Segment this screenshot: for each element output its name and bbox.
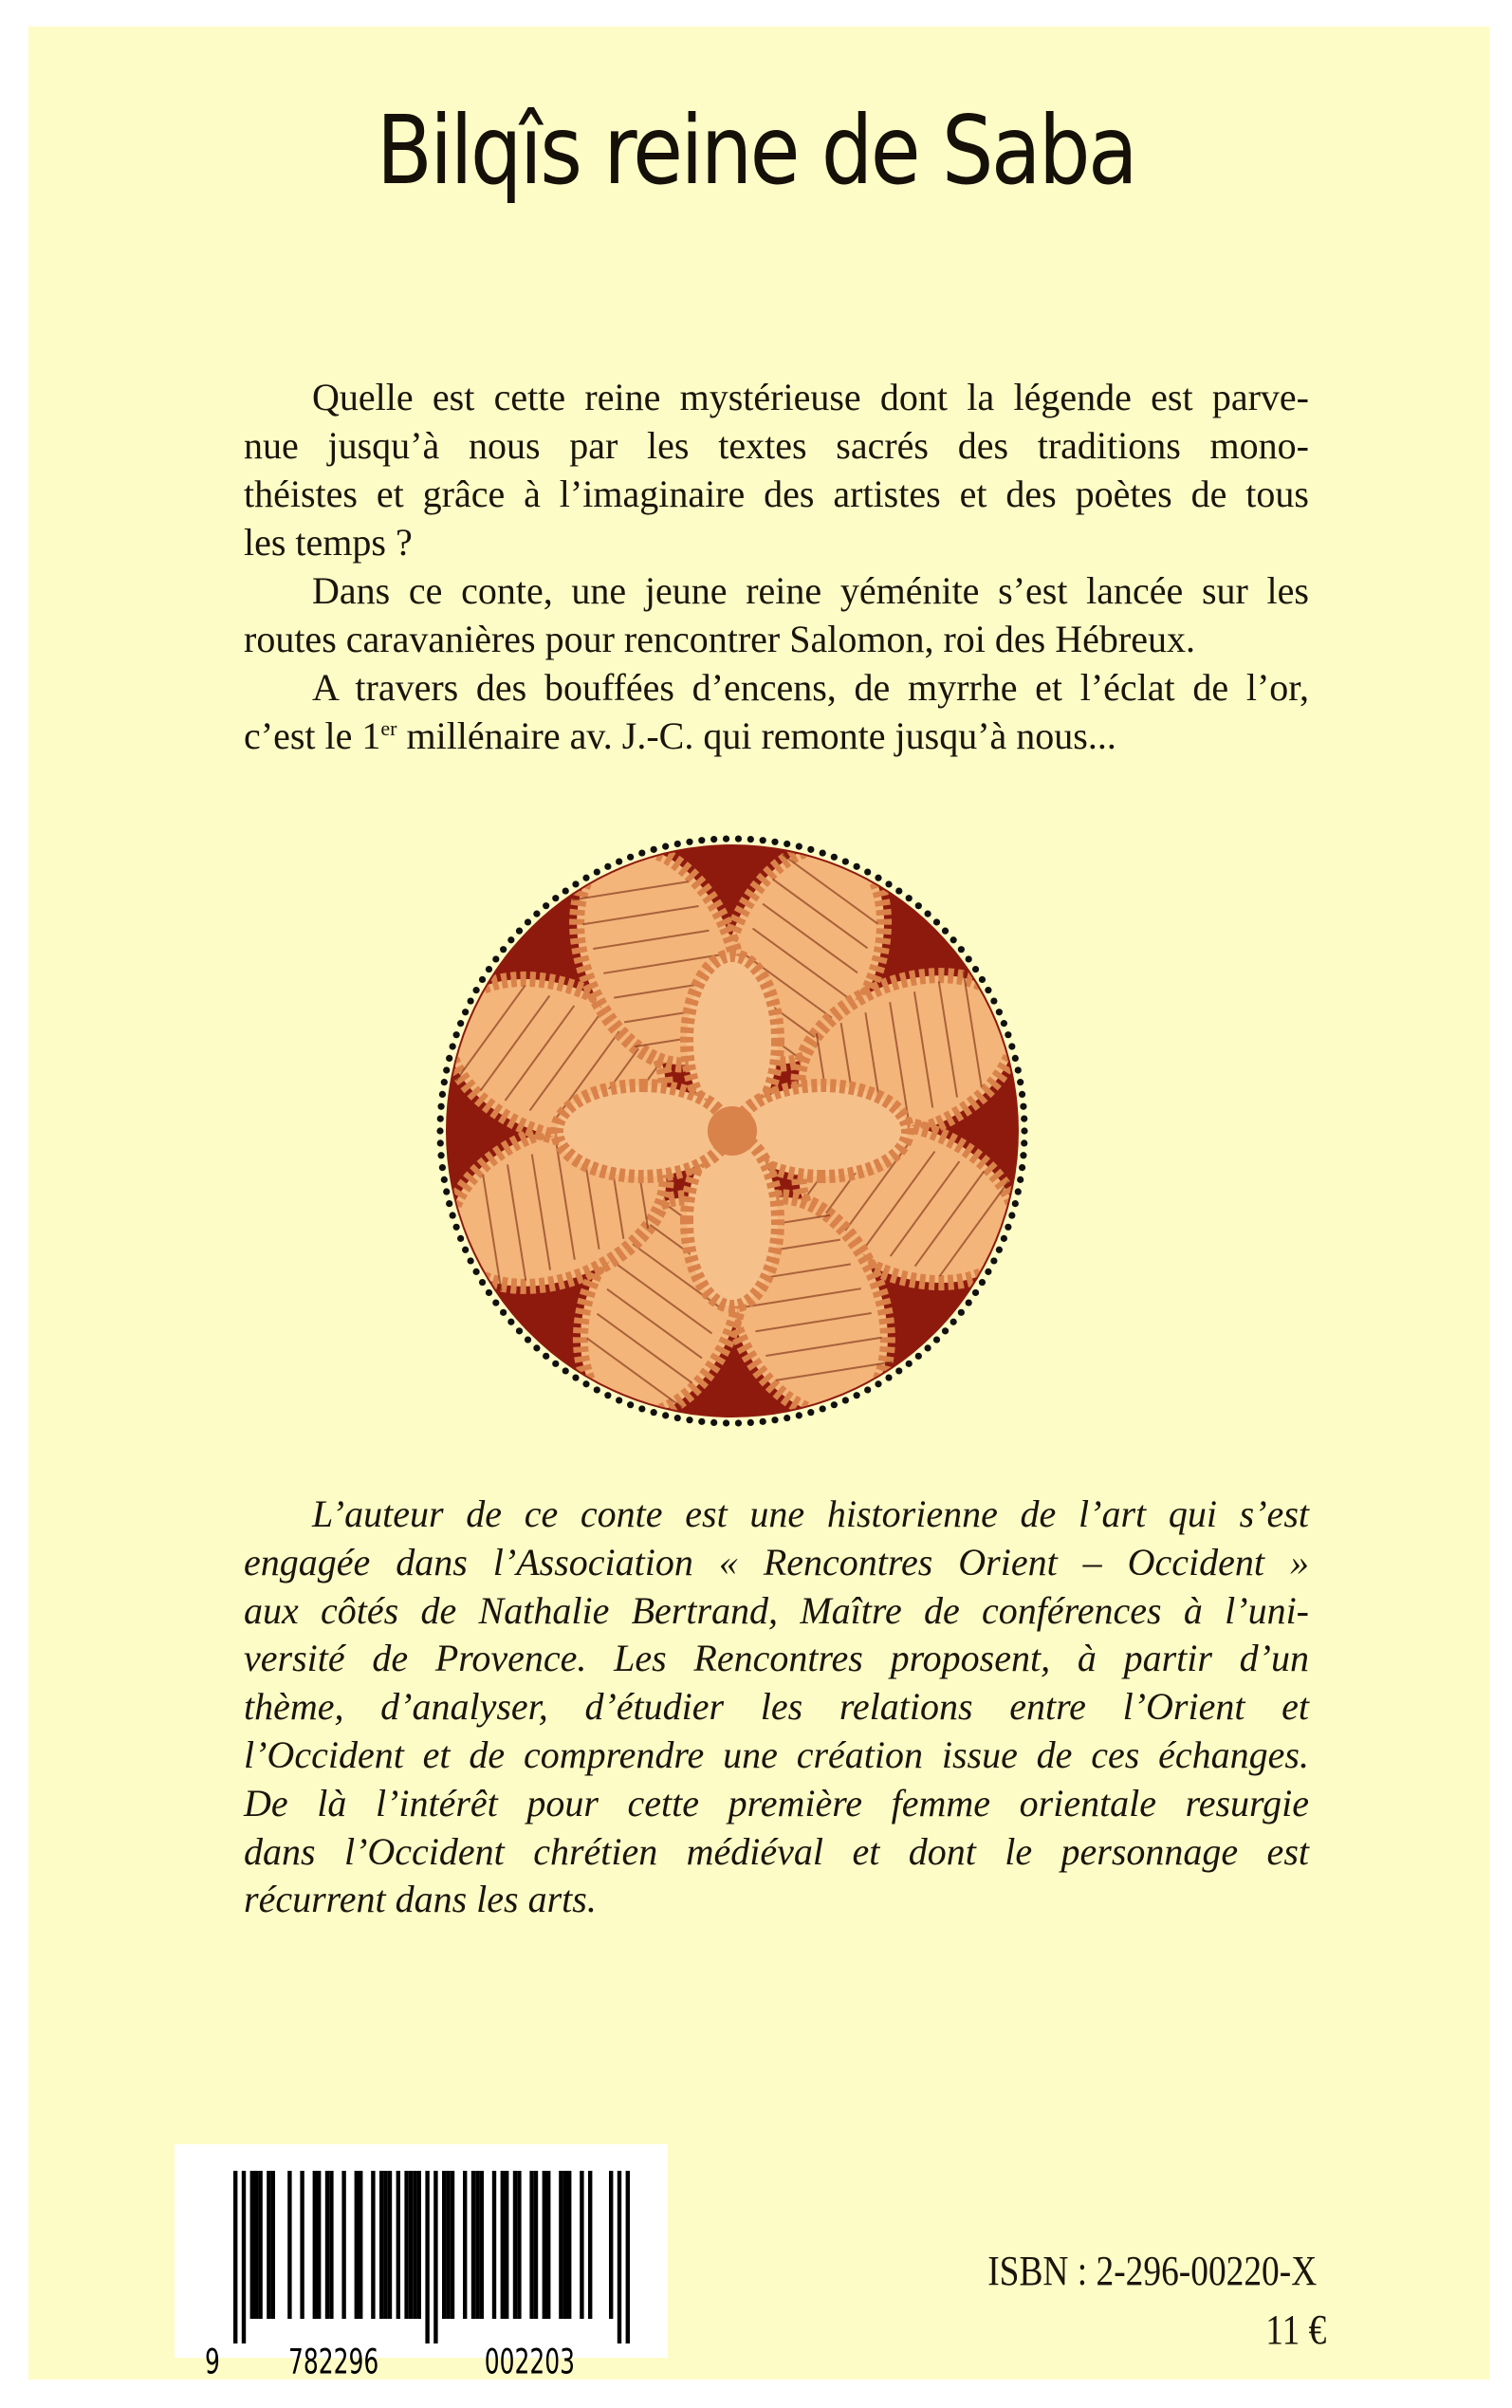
rim-dot [985, 1269, 991, 1275]
barcode-bar [433, 2171, 437, 2343]
rim-dot [457, 1235, 464, 1242]
rim-dot [1008, 1212, 1015, 1218]
rim-dot [453, 1031, 460, 1038]
embroidered-medallion-image [429, 827, 1036, 1435]
rim-dot [638, 849, 645, 856]
rim-dot [638, 1405, 645, 1412]
rim-dot [543, 1353, 549, 1360]
rim-dot [492, 955, 499, 962]
rim-dot [966, 955, 972, 962]
rim-dot [582, 875, 589, 881]
rim-dot [562, 1367, 569, 1374]
rim-dot [582, 1380, 589, 1387]
rim-dot [437, 1152, 444, 1158]
barcode-bar [442, 2171, 446, 2319]
rim-dot [895, 1367, 902, 1374]
rim-dot [915, 902, 922, 909]
rim-dot [472, 1269, 479, 1275]
barcode-bar [463, 2171, 467, 2319]
rim-dot [958, 1309, 965, 1316]
rim-dot [468, 997, 474, 1004]
rim-dot [441, 1176, 448, 1183]
rim-dot [842, 858, 849, 864]
rim-dot [735, 835, 742, 842]
text-line: Dans ce conte, une jeune reine yéménite s’est lancée sur les [312, 569, 1309, 612]
rim-dot [674, 841, 681, 847]
barcode-bar [471, 2171, 475, 2319]
rim-dot [594, 1386, 600, 1393]
text-line: A travers des bouffées d’encens, de myrrhe et l’éclat de l’or, [312, 666, 1309, 709]
rim-dot [453, 1224, 460, 1231]
rim-dot [446, 1055, 452, 1062]
rim-dot [507, 1319, 514, 1325]
text-line: récurrent dans les arts. [244, 1878, 597, 1921]
rim-dot [1019, 1164, 1025, 1171]
rim-dot [562, 887, 569, 894]
rim-dot [942, 928, 949, 935]
barcode-bar [492, 2171, 496, 2319]
rim-dot [552, 895, 559, 901]
rim-dot [924, 911, 931, 917]
rim-dot [958, 946, 965, 953]
rim-dot [441, 1079, 448, 1085]
barcode-bar [513, 2171, 517, 2319]
rim-dot [735, 1419, 742, 1426]
rim-dot [698, 837, 705, 843]
barcode-bar [258, 2171, 262, 2319]
text-line: L’auteur de ce conte est une historienne de l’art qui s’est [312, 1492, 1309, 1535]
barcode-bar [404, 2171, 408, 2319]
rim-dot [437, 1139, 444, 1146]
rim-dot [516, 928, 523, 935]
barcode-bar [580, 2171, 583, 2319]
barcode-bar [475, 2171, 479, 2319]
rim-dot [747, 836, 754, 843]
rim-dot [443, 1188, 450, 1195]
rim-dot [604, 863, 611, 870]
rim-dot [1012, 1200, 1019, 1207]
rim-dot [771, 839, 778, 845]
rim-dot [468, 1257, 474, 1264]
rim-dot [1005, 1031, 1011, 1038]
inner-petal [557, 1085, 728, 1176]
barcode-bar [588, 2171, 592, 2319]
barcode-bar [250, 2171, 254, 2319]
rim-dot [831, 854, 838, 861]
barcode-bar [559, 2171, 562, 2319]
rim-dot [627, 854, 634, 861]
rim-dot [915, 1353, 922, 1360]
rim-dot [492, 1299, 499, 1306]
rim-dot [450, 1212, 456, 1218]
rim-dot [662, 843, 669, 850]
barcode-bar [388, 2171, 392, 2319]
rim-dot [760, 1418, 766, 1425]
barcode-bar [618, 2171, 621, 2343]
rim-dot [875, 1380, 881, 1387]
rim-dot [875, 875, 881, 881]
rim-dot [1017, 1176, 1023, 1183]
rim-dot [651, 846, 657, 853]
rim-dot [854, 863, 860, 870]
author-bio-text [244, 1491, 1309, 1924]
barcode-bar [517, 2171, 521, 2319]
rim-dot [807, 1409, 814, 1416]
rim-dot [990, 1257, 997, 1264]
rim-dot [500, 946, 507, 953]
rim-dot [710, 1419, 717, 1426]
rim-dot [906, 1361, 913, 1367]
rim-dot [439, 1091, 446, 1098]
text-line: Quelle est cette reine mystérieuse dont la légende est parve- [312, 376, 1309, 418]
rim-dot [979, 976, 986, 983]
isbn: ISBN : 2-296-00220-X [987, 2248, 1317, 2294]
rim-dot [572, 880, 579, 887]
rim-dot [1021, 1127, 1027, 1134]
rim-dot [1015, 1066, 1022, 1073]
rim-dot [443, 1066, 450, 1073]
rim-dot [543, 902, 549, 909]
rim-dot [533, 911, 540, 917]
rim-dot [604, 1392, 611, 1398]
rim-dot [462, 1009, 469, 1015]
rim-dot [864, 1386, 871, 1393]
barcode-bar [371, 2171, 375, 2319]
text-line: dans l’Occident chrétien médiéval et dont le personnage est [244, 1829, 1309, 1873]
barcode-bar [317, 2171, 321, 2319]
text-line: versité de Provence. Les Rencontres proposent, à partir d’un [244, 1637, 1309, 1680]
barcode-bar [396, 2171, 400, 2319]
rim-dot [1020, 1103, 1026, 1110]
rim-dot [1019, 1091, 1025, 1098]
rim-dot [990, 997, 997, 1004]
rim-dot [924, 1344, 931, 1351]
rim-dot [500, 1309, 507, 1316]
rim-dot [854, 1392, 860, 1398]
barcode-bar [341, 2171, 345, 2319]
barcode-bar [446, 2171, 450, 2319]
rim-dot [723, 1419, 729, 1426]
barcode-bar [425, 2171, 429, 2343]
barcode-bar [534, 2171, 538, 2319]
barcode-digits: 002203 [484, 2342, 576, 2382]
rim-dot [979, 1279, 986, 1286]
rim-dot [616, 1397, 622, 1403]
rim-dot [472, 987, 479, 993]
rim-dot [885, 1374, 892, 1380]
barcode [175, 2144, 668, 2382]
barcode-bar [379, 2171, 383, 2319]
text-line: thème, d’analyser, d’étudier les relations entre l’Orient et [244, 1685, 1309, 1729]
text-line: De là l’intérêt pour cette première femme orientale resurgie [244, 1781, 1309, 1825]
barcode-bar [609, 2171, 613, 2319]
price: 11 € [1264, 2306, 1326, 2353]
barcode-bar [287, 2171, 291, 2319]
rim-dot [439, 1164, 446, 1171]
barcode-bar [300, 2171, 304, 2319]
rim-dot [462, 1247, 469, 1253]
rim-dot [437, 1116, 444, 1122]
barcode-bar [325, 2171, 329, 2319]
rim-dot [486, 1289, 492, 1296]
text-fragment: c’est le 1 [244, 714, 381, 757]
rim-dot [942, 1327, 949, 1334]
barcode-bar [409, 2171, 413, 2319]
barcode-bar [505, 2171, 508, 2319]
rim-dot [796, 843, 802, 850]
rim-dot [864, 868, 871, 875]
barcode-bar [563, 2171, 567, 2319]
rim-dot [710, 836, 717, 843]
rim-dot [1017, 1079, 1023, 1085]
book-title: Bilqîs reine de Saba [376, 95, 1136, 206]
rim-dot [662, 1412, 669, 1418]
rim-dot [686, 839, 692, 845]
rim-dot [507, 936, 514, 943]
rim-dot [723, 835, 729, 842]
barcode-bar [529, 2171, 533, 2319]
rim-dot [933, 918, 940, 925]
rim-dot [516, 1327, 523, 1334]
barcode-bar [543, 2171, 546, 2319]
rim-dot [1001, 1235, 1007, 1242]
text-line [244, 712, 1309, 760]
rim-dot [1012, 1055, 1019, 1062]
text-line: routes caravanières pour rencontrer Salomon, roi des Hébreux. [244, 618, 1195, 660]
rim-dot [820, 1405, 826, 1412]
rim-dot [831, 1401, 838, 1408]
text-fragment: millénaire av. J.-C. qui remonte jusqu’à nous... [396, 714, 1116, 757]
rim-dot [479, 1279, 486, 1286]
barcode-bar [359, 2171, 362, 2319]
text-line: les temps ? [244, 521, 413, 564]
rim-dot [1008, 1043, 1015, 1049]
rim-dot [807, 846, 814, 853]
barcode-bar [267, 2171, 270, 2319]
rim-dot [972, 966, 979, 972]
rim-dot [784, 1415, 790, 1421]
medallion-center [708, 1106, 757, 1156]
rim-dot [966, 1299, 972, 1306]
rim-dot [525, 918, 531, 925]
barcode-bar [355, 2171, 359, 2319]
rim-dot [437, 1103, 444, 1110]
rim-dot [552, 1361, 559, 1367]
barcode-bar [451, 2171, 454, 2319]
barcode-bar [313, 2171, 317, 2319]
text-fragment: er [380, 716, 397, 740]
rim-dot [572, 1374, 579, 1380]
rim-dot [450, 1043, 456, 1049]
rim-dot [651, 1409, 657, 1416]
barcode-bar [242, 2171, 246, 2343]
barcode-bar [480, 2171, 484, 2319]
rim-dot [784, 841, 790, 847]
barcode-bar [413, 2171, 416, 2319]
rim-dot [760, 837, 766, 843]
rim-dot [950, 936, 957, 943]
rim-dot [486, 966, 492, 972]
barcode-bar [254, 2171, 258, 2319]
rim-dot [674, 1415, 681, 1421]
barcode-digits: 782296 [287, 2342, 379, 2382]
text-line: engagée dans l’Association « Rencontres Orient – Occident » [244, 1540, 1309, 1584]
rim-dot [950, 1319, 957, 1325]
rim-dot [747, 1419, 754, 1426]
barcode-bar [233, 2171, 237, 2343]
barcode-bar [271, 2171, 275, 2319]
ean13-barcode-image [175, 2144, 668, 2382]
rim-dot [972, 1289, 979, 1296]
rim-dot [885, 880, 892, 887]
barcode-bar [417, 2171, 421, 2319]
text-line: théistes et grâce à l’imaginaire des artistes et des poètes de tous [244, 472, 1309, 515]
barcode-bar [383, 2171, 387, 2319]
rim-dot [525, 1336, 531, 1343]
rim-dot [1015, 1188, 1022, 1195]
barcode-bar [329, 2171, 333, 2319]
rim-dot [533, 1344, 540, 1351]
barcode-bar [626, 2171, 630, 2343]
rim-dot [842, 1397, 849, 1403]
rim-dot [479, 976, 486, 983]
rim-dot [1005, 1224, 1011, 1231]
rim-dot [457, 1020, 464, 1027]
barcode-bar [501, 2171, 505, 2319]
rim-dot [895, 887, 902, 894]
rim-dot [698, 1418, 705, 1425]
text-line: l’Occident et de comprendre une création issue de ces échanges. [244, 1732, 1309, 1776]
barcode-bar [546, 2171, 550, 2319]
text-line: aux côtés de Nathalie Bertrand, Maître de conférences à l’uni- [244, 1588, 1309, 1632]
rim-dot [594, 868, 600, 875]
rim-dot [1001, 1020, 1007, 1027]
rim-dot [796, 1412, 802, 1418]
rim-dot [996, 1247, 1003, 1253]
barcode-bar [567, 2171, 571, 2319]
rim-dot [933, 1336, 940, 1343]
rim-dot [996, 1009, 1003, 1015]
barcode-digits: 9 [205, 2342, 220, 2382]
rim-dot [616, 858, 622, 864]
rim-dot [1021, 1116, 1027, 1122]
rim-dot [446, 1200, 452, 1207]
rim-dot [820, 849, 826, 856]
rim-dot [1020, 1152, 1026, 1158]
rim-dot [906, 895, 913, 901]
rim-dot [1021, 1139, 1027, 1146]
rim-dot [627, 1401, 634, 1408]
rim-dot [985, 987, 991, 993]
synopsis-text [244, 373, 1309, 760]
rim-dot [686, 1417, 692, 1423]
text-line: nue jusqu’à nous par les textes sacrés des traditions mono- [244, 424, 1309, 467]
rim-dot [436, 1127, 443, 1134]
rim-dot [771, 1417, 778, 1423]
